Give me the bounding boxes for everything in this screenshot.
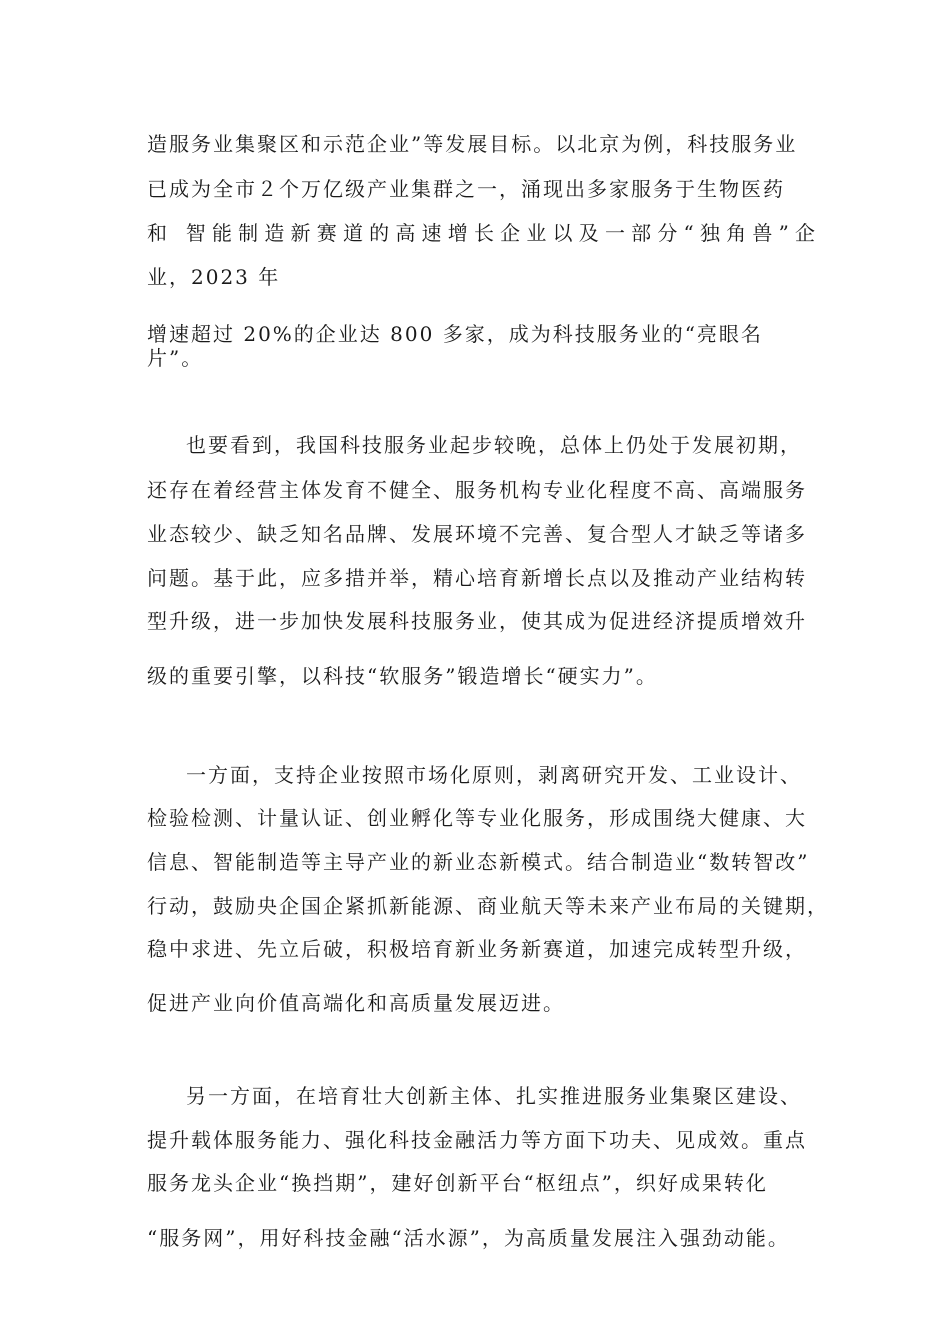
paragraph-5-line-1: 另一方面，在培育壮大创新主体、扎实推进服务业集聚区建设、: [186, 1084, 802, 1108]
paragraph-3-line-4: 问题。基于此，应多措并举，精心培育新增长点以及推动产业结构转: [147, 566, 807, 590]
paragraph-5-line-3: 服务龙头企业“换挡期”，建好创新平台“枢纽点”，织好成果转化: [147, 1171, 768, 1195]
paragraph-3-line-1: 也要看到，我国科技服务业起步较晚，总体上仍处于发展初期，: [186, 433, 802, 457]
paragraph-4-line-6: 促进产业向价值高端化和高质量发展迈进。: [147, 991, 565, 1015]
paragraph-1-line-1: 造服务业集聚区和示范企业”等发展目标。以北京为例，科技服务业: [147, 132, 798, 156]
paragraph-1-line-4: 业，2023 年: [147, 265, 281, 289]
paragraph-4-line-3: 信息、智能制造等主导产业的新业态新模式。结合制造业“数转智改”: [147, 850, 810, 874]
paragraph-3-line-6: 级的重要引擎，以科技“软服务”锻造增长“硬实力”。: [147, 664, 658, 688]
paragraph-5-line-4: “服务网”，用好科技金融“活水源”，为高质量发展注入强劲动能。: [147, 1226, 790, 1250]
paragraph-4-line-4: 行动，鼓励央企国企紧抓新能源、商业航天等未来产业布局的关键期，: [147, 894, 829, 918]
paragraph-1-line-3: 和 智能制造新赛道的高速增长企业以及一部分“独角兽”企: [147, 221, 822, 245]
paragraph-2-line-1: 增速超过 20%的企业达 800 多家，成为科技服务业的“亮眼名: [147, 322, 763, 346]
paragraph-4-line-2: 检验检测、计量认证、创业孵化等专业化服务，形成围绕大健康、大: [147, 806, 807, 830]
paragraph-4-line-1: 一方面，支持企业按照市场化原则，剥离研究开发、工业设计、: [186, 763, 802, 787]
paragraph-3-line-3: 业态较少、缺乏知名品牌、发展环境不完善、复合型人才缺乏等诸多: [147, 522, 807, 546]
paragraph-1-line-2: 已成为全市２个万亿级产业集群之一，涌现出多家服务于生物医药: [147, 177, 785, 201]
paragraph-3-line-5: 型升级，进一步加快发展科技服务业，使其成为促进经济提质增效升: [147, 609, 807, 633]
paragraph-2-line-2: 片”。: [147, 346, 204, 370]
paragraph-5-line-2: 提升载体服务能力、强化科技金融活力等方面下功夫、见成效。重点: [147, 1128, 807, 1152]
paragraph-3-line-2: 还存在着经营主体发育不健全、服务机构专业化程度不高、高端服务: [147, 478, 807, 502]
paragraph-4-line-5: 稳中求进、先立后破，积极培育新业务新赛道，加速完成转型升级，: [147, 937, 807, 961]
